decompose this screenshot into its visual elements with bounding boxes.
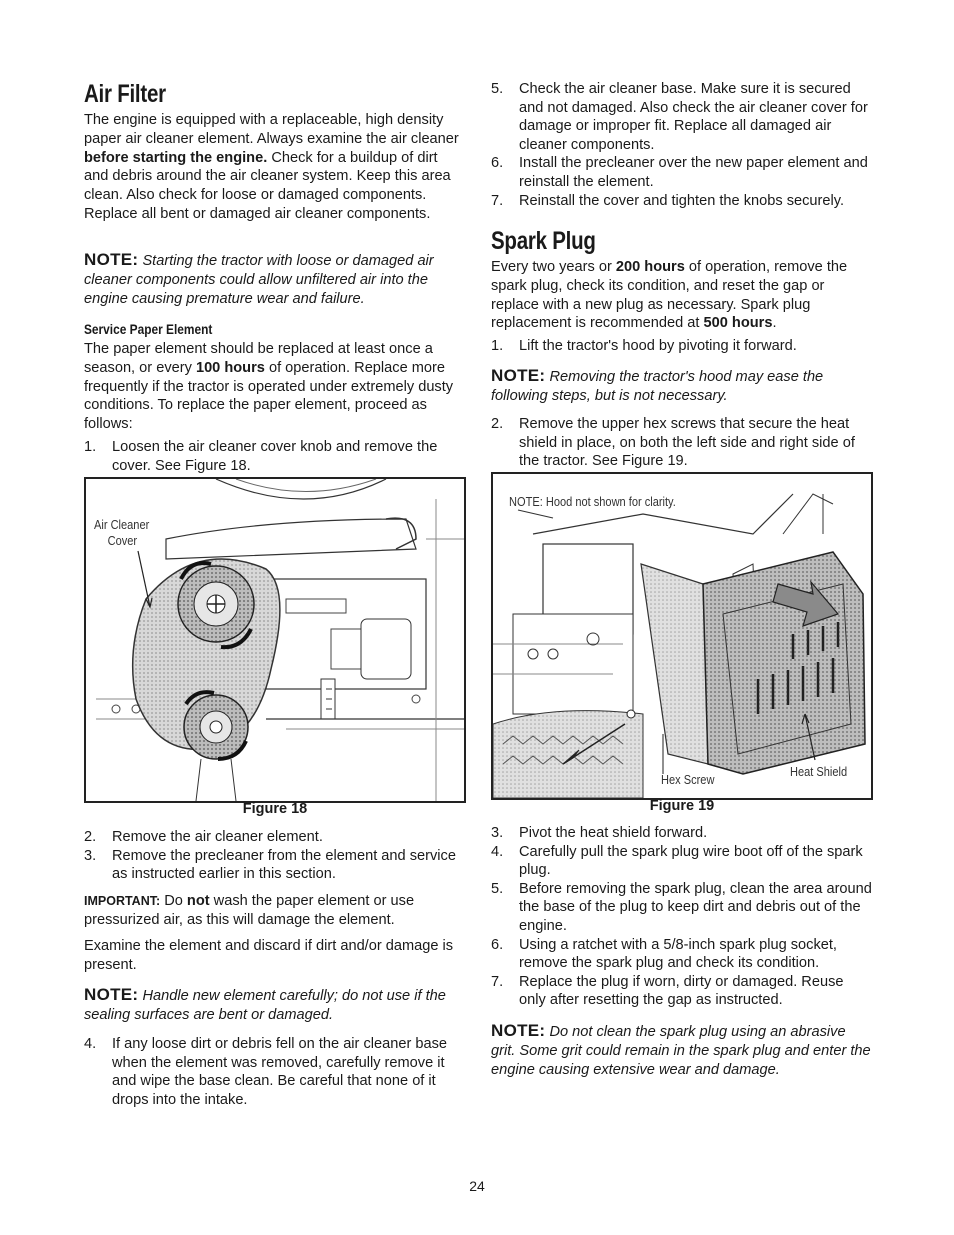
service-paper-element-heading: Service Paper Element <box>84 321 213 337</box>
page-number: 24 <box>469 1178 485 1194</box>
figure-19 <box>491 472 873 800</box>
spark-plug-heading: Spark Plug <box>491 227 596 255</box>
list-item: 5. Before removing the spark plug, clean the area around the base of the plug to keep dirt and debris out of the engine. <box>491 880 872 934</box>
hood-note: NOTE: Removing the tractor's hood may ease the following steps, but is not necessary. <box>491 366 824 404</box>
list-item: 3. Pivot the heat shield forward. <box>491 825 708 841</box>
list-item: 1. Lift the tractor's hood by pivoting it forward. <box>491 338 797 354</box>
list-item: 7. Replace the plug if worn, dirty or damaged. Reuse only after resetting the gap as instructed. <box>491 973 844 1009</box>
heat-shield-illustration <box>493 474 871 798</box>
handle-element-note: NOTE: Handle new element carefully; do not use if the sealing surfaces are bent or damaged. <box>84 985 446 1023</box>
abrasive-grit-note: NOTE: Do not clean the spark plug using an abrasive grit. Some grit could remain in the spark plug and enter the engine causing extensive wear and damage. <box>491 1021 871 1078</box>
list-item: 6. Install the precleaner over the new paper element and reinstall the element. <box>491 155 868 190</box>
list-item: 7. Reinstall the cover and tighten the knobs securely. <box>491 192 845 209</box>
figure-18-caption: Figure 18 <box>242 801 308 817</box>
list-item: 6. Using a ratchet with a 5/8-inch spark plug socket, remove the spark plug and check its condition. <box>491 936 837 972</box>
air-cleaner-cover-callout: Air Cleaner Cover <box>94 517 150 548</box>
steps-list-1 <box>84 438 466 475</box>
examine-element-text: Examine the element and discard if dirt and/or damage is present. <box>84 938 454 973</box>
hood-not-shown-note: NOTE: Hood not shown for clarity. <box>509 494 676 509</box>
list-item: 4. If any loose dirt or debris fell on the air cleaner base when the element was removed, carefully remove it and wipe the base clean. Be careful that none of it drops into the intake. <box>84 1036 448 1108</box>
list-item: 3. Remove the precleaner from the element and service as instructed earlier in this section. <box>84 847 456 883</box>
figure-18 <box>84 477 466 803</box>
spark-plug-intro: Every two years or 200 hours of operation, remove the spark plug, check its condition, and reset the gap or replace with a new plug as necessary. Spark plug replacement is recommended at 500 hours. <box>491 259 848 332</box>
steps-list-4 <box>491 80 873 210</box>
list-item: 2. Remove the upper hex screws that secure the heat shield in place, on both the left side and right side of the tractor. See Figure 19. <box>491 416 855 470</box>
figure-19-caption: Figure 19 <box>649 798 715 814</box>
list-item: 5. Check the air cleaner base. Make sure it is secured and not damaged. Also check the air cleaner cover for damage or improper fit. Replace all damaged air cleaner components. <box>491 81 868 153</box>
list-item: 1. Loosen the air cleaner cover knob and remove the cover. See Figure 18. <box>84 439 438 474</box>
air-filter-note: NOTE: Starting the tractor with loose or damaged air cleaner components could allow unfiltered air into the engine causing premature wear and failure. <box>84 250 434 307</box>
service-paper-element-text: The paper element should be replaced at least once a season, or every 100 hours of operation. Replace more frequently if the tractor is operated under extremely dusty conditions. To replace the paper element, proceed as follows: <box>84 341 454 433</box>
steps-list-3 <box>84 1035 466 1109</box>
air-filter-heading: Air Filter <box>84 80 166 108</box>
air-filter-intro: The engine is equipped with a replaceable, high density paper air cleaner element. Always examine the air cleaner before starting the engine. Check for a buildup of dirt and debris around the air cleaner system. Keep this area clean. Also check for loose or damaged components. Replace all bent or damaged air cleaner components. <box>84 112 459 222</box>
steps-list-6 <box>491 415 873 471</box>
steps-list-7 <box>491 824 873 1010</box>
list-item: 4. Carefully pull the spark plug wire boot off of the spark plug. <box>491 843 863 879</box>
list-item: 2. Remove the air cleaner element. <box>84 829 323 845</box>
important-notice: IMPORTANT: Do not wash the paper element or use pressurized air, as this will damage the element. <box>84 893 415 928</box>
steps-list-5 <box>491 337 873 356</box>
steps-list-2 <box>84 828 466 884</box>
hex-screw-callout: Hex Screw <box>661 772 715 787</box>
heat-shield-callout: Heat Shield <box>790 764 848 779</box>
